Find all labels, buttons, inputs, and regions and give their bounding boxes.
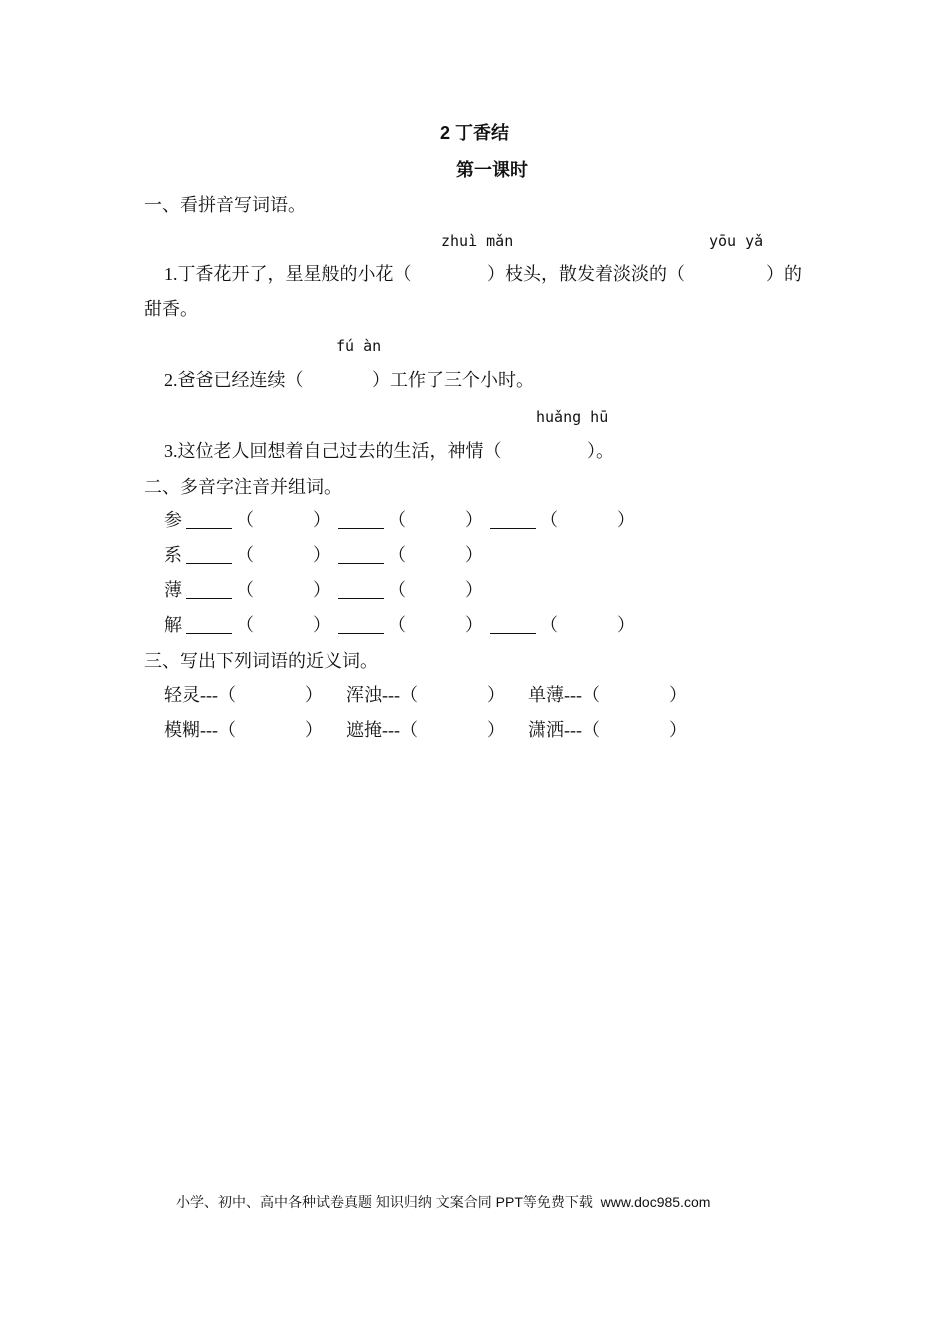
polyphone-char: 解 <box>164 615 182 635</box>
pinyin-hint: fú àn <box>336 337 382 355</box>
question-text: 1.丁香花开了，星星般的小花（ <box>164 264 412 284</box>
footer-text: 小学、初中、高中各种试卷真题 知识归纳 文案合同 PPT等免费下载 www.doc985.com <box>176 1194 711 1210</box>
dash-paren: ---（ <box>382 685 418 705</box>
open-paren: （ <box>236 615 254 635</box>
dash-paren: ---（ <box>200 720 236 740</box>
answer-blank[interactable] <box>186 563 232 564</box>
close-paren: ） <box>487 720 505 740</box>
close-paren: ） <box>669 685 687 705</box>
synonym-word: 潇洒 <box>528 720 564 740</box>
page-subtitle: 第一课时 <box>456 160 528 180</box>
close-paren: ） <box>305 720 323 740</box>
open-paren: （ <box>236 510 254 530</box>
dash-paren: ---（ <box>382 720 418 740</box>
answer-blank[interactable] <box>338 563 384 564</box>
answer-blank[interactable] <box>490 633 536 634</box>
close-paren: ） <box>313 615 331 635</box>
close-paren: ） <box>487 685 505 705</box>
synonym-word: 遮掩 <box>346 720 382 740</box>
dash-paren: ---（ <box>564 685 600 705</box>
close-paren: ） <box>465 580 483 600</box>
pinyin-hint: yōu yǎ <box>709 232 764 250</box>
pinyin-hint: huǎng hū <box>536 408 609 426</box>
polyphone-char: 系 <box>164 545 182 565</box>
open-paren: （ <box>388 580 406 600</box>
open-paren: （ <box>388 545 406 565</box>
open-paren: （ <box>236 545 254 565</box>
close-paren: ） <box>465 510 483 530</box>
close-paren: ） <box>617 510 635 530</box>
pinyin-hint: zhuì mǎn <box>441 232 514 250</box>
answer-blank[interactable] <box>338 598 384 599</box>
answer-blank[interactable] <box>338 528 384 529</box>
question-text: ）枝头，散发着淡淡的（ <box>487 264 685 284</box>
open-paren: （ <box>388 615 406 635</box>
open-paren: （ <box>388 510 406 530</box>
answer-blank[interactable] <box>338 633 384 634</box>
question-text: 甜香。 <box>144 299 198 319</box>
dash-paren: ---（ <box>200 685 236 705</box>
answer-blank[interactable] <box>186 528 232 529</box>
close-paren: ） <box>313 580 331 600</box>
section2-heading: 二、多音字注音并组词。 <box>144 477 342 497</box>
synonym-word: 单薄 <box>528 685 564 705</box>
synonym-word: 轻灵 <box>164 685 200 705</box>
close-paren: ） <box>669 720 687 740</box>
close-paren: ） <box>313 545 331 565</box>
close-paren: ） <box>305 685 323 705</box>
answer-blank[interactable] <box>186 598 232 599</box>
synonym-word: 浑浊 <box>346 685 382 705</box>
section3-heading: 三、写出下列词语的近义词。 <box>144 651 378 671</box>
close-paren: ） <box>465 545 483 565</box>
answer-blank[interactable] <box>186 633 232 634</box>
question-text: ）工作了三个小时。 <box>372 370 534 390</box>
dash-paren: ---（ <box>564 720 600 740</box>
page-title: 2 丁香结 <box>440 123 510 143</box>
synonym-word: 模糊 <box>164 720 200 740</box>
question-text: 2.爸爸已经连续（ <box>164 370 304 390</box>
close-paren: ） <box>465 615 483 635</box>
open-paren: （ <box>540 510 558 530</box>
close-paren: ） <box>313 510 331 530</box>
polyphone-char: 参 <box>164 510 182 530</box>
question-text: ）的 <box>766 264 802 284</box>
answer-blank[interactable] <box>490 528 536 529</box>
question-text: ）。 <box>587 441 614 461</box>
open-paren: （ <box>236 580 254 600</box>
section1-heading: 一、看拼音写词语。 <box>144 195 306 215</box>
close-paren: ） <box>617 615 635 635</box>
polyphone-char: 薄 <box>164 580 182 600</box>
open-paren: （ <box>540 615 558 635</box>
question-text: 3.这位老人回想着自己过去的生活，神情（ <box>164 441 502 461</box>
